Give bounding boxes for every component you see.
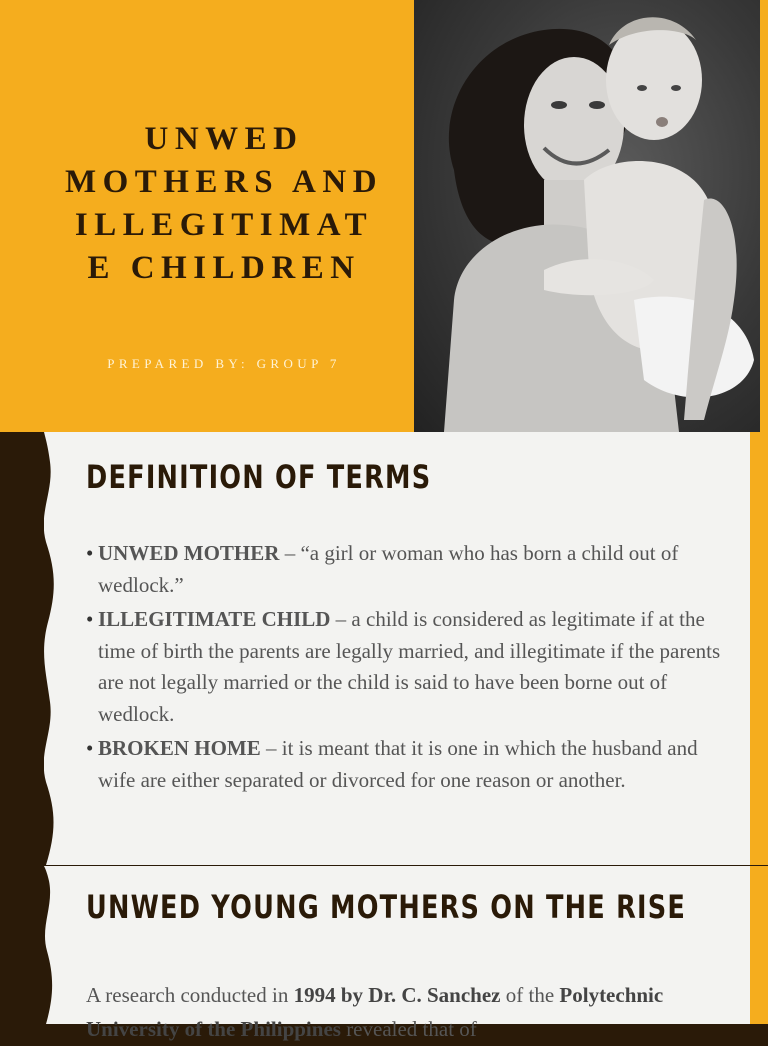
- para-bold: Polytechnic University of the Philippines: [86, 983, 664, 1041]
- list-item: [86, 538, 726, 601]
- term-definition: – it is meant that it is one in which the husband and wife are either separated or divorced for one reason or another.: [98, 736, 698, 792]
- accent-strip: [760, 0, 768, 432]
- wave-border: [44, 432, 56, 865]
- para-text: revealed that of: [340, 1017, 477, 1041]
- definition-heading: DEFINITION OF TERMS: [86, 458, 432, 496]
- title-slide: [0, 0, 768, 432]
- content-panel: [44, 432, 750, 865]
- term-label: ILLEGITIMATE CHILD: [98, 607, 331, 631]
- term-definition: – a child is considered as legitimate if at the time of birth the parents are legally married, and illegitimate if the parents are not legally married or the child is said to have been borne out of wedlock.: [98, 607, 721, 726]
- term-label: UNWED MOTHER: [98, 541, 280, 565]
- accent-strip: [750, 432, 768, 865]
- rise-slide: [0, 866, 768, 1041]
- para-text: A research conducted in: [86, 983, 294, 1007]
- list-item: [86, 604, 726, 730]
- photo-illustration: [414, 0, 760, 432]
- rise-heading: UNWED YOUNG MOTHERS ON THE RISE: [86, 888, 687, 926]
- para-text: of the: [500, 983, 560, 1007]
- para-bold: 1994 by Dr. C. Sanchez: [293, 983, 501, 1007]
- content-panel: [44, 866, 750, 1041]
- bullet-icon: •: [86, 541, 94, 565]
- presentation-title: UNWED MOTHERS AND ILLEGITIMAT E CHILDREN: [64, 121, 384, 286]
- bullet-icon: •: [86, 736, 94, 760]
- accent-strip: [750, 866, 768, 1024]
- presentation-subtitle: PREPARED BY: GROUP 7: [107, 356, 341, 371]
- definition-slide: [0, 432, 768, 865]
- definition-list: [86, 538, 726, 799]
- bullet-icon: •: [86, 607, 94, 631]
- research-paragraph: [86, 978, 726, 1046]
- list-item: [86, 733, 726, 796]
- term-label: BROKEN HOME: [98, 736, 261, 760]
- term-definition: – “a girl or woman who has born a child out of wedlock.”: [98, 541, 679, 597]
- wave-border: [44, 866, 56, 1024]
- mother-holding-baby-photo: [414, 0, 760, 432]
